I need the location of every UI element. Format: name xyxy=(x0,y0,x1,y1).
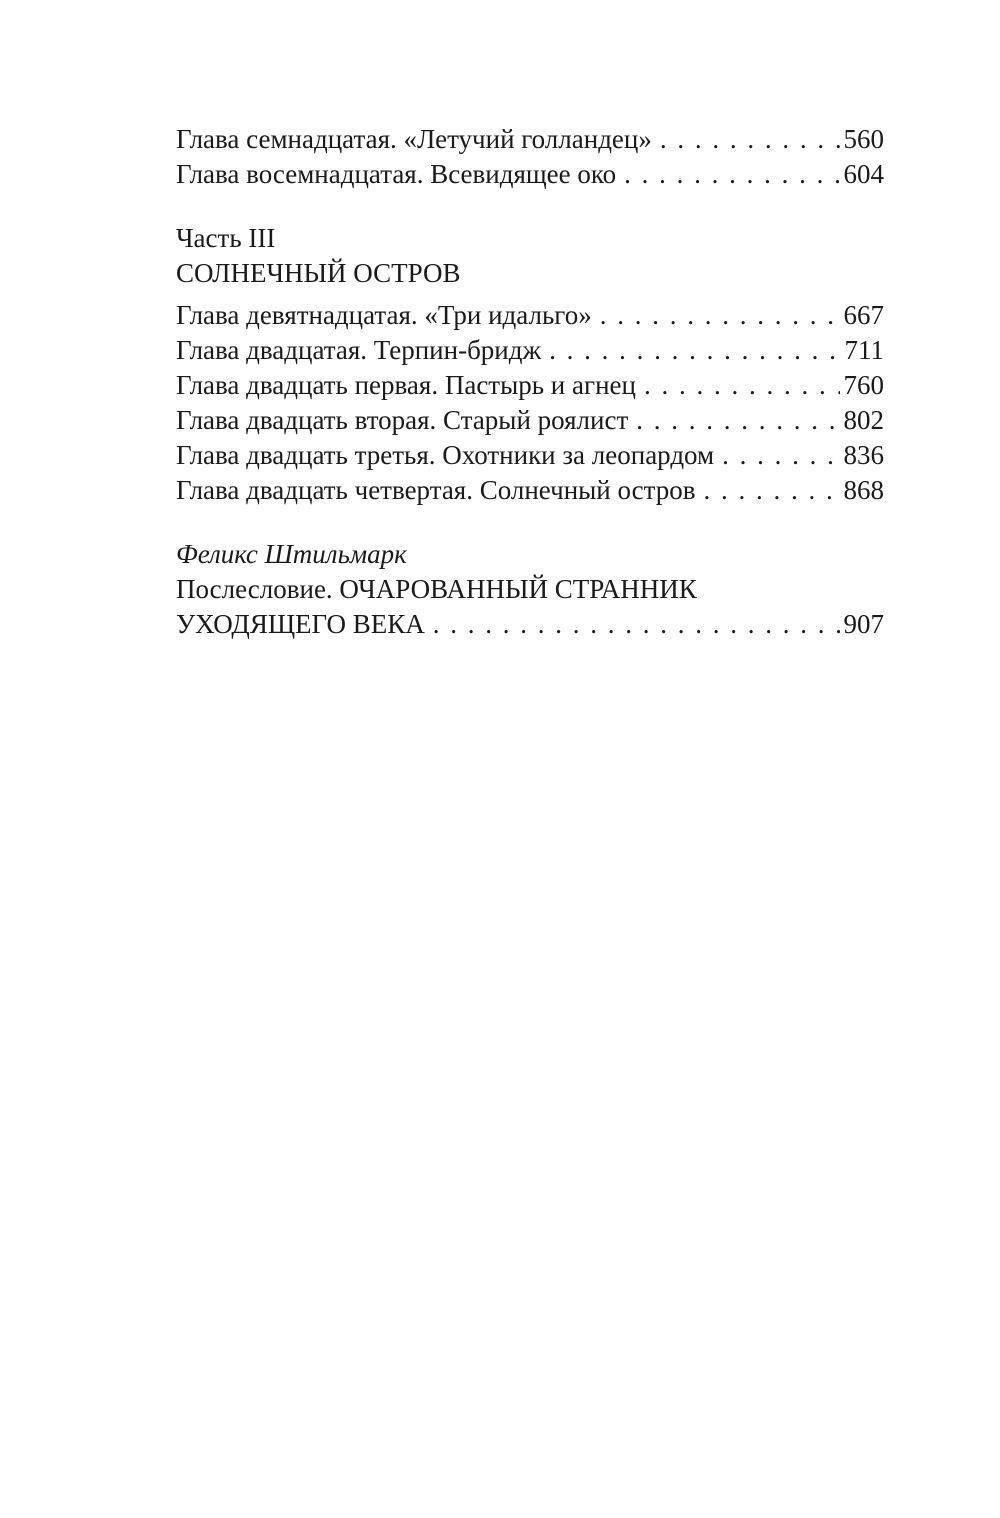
toc-entry-page: 802 xyxy=(843,405,884,435)
toc-entry-title: Глава двадцать первая. Пастырь и агнец xyxy=(176,370,636,400)
toc-entry-page: 868 xyxy=(843,475,884,505)
dot-leader xyxy=(660,122,840,157)
toc-entry[interactable] xyxy=(176,607,884,642)
toc-entry-title: Глава девятнадцатая. «Три идальго» xyxy=(176,300,592,330)
dot-leader xyxy=(722,438,839,473)
toc-top-entries xyxy=(176,122,884,192)
toc-entry-page: 711 xyxy=(844,335,884,365)
dot-leader xyxy=(600,298,840,333)
afterword-author: Феликс Штильмарк xyxy=(176,539,407,569)
toc-entry[interactable] xyxy=(176,473,884,508)
part-label: Часть III xyxy=(176,223,276,253)
afterword-section xyxy=(176,537,884,642)
toc-entry-page: 560 xyxy=(843,124,884,154)
afterword-title-line: Послесловие. ОЧАРОВАННЫЙ СТРАННИК xyxy=(176,574,697,604)
dot-leader xyxy=(644,368,840,403)
toc-entry[interactable] xyxy=(176,403,884,438)
dot-leader xyxy=(636,403,839,438)
dot-leader xyxy=(549,333,840,368)
part-title: СОЛНЕЧНЫЙ ОСТРОВ xyxy=(176,258,461,288)
part-chapter-list xyxy=(176,298,884,508)
part-section xyxy=(176,221,884,508)
dot-leader xyxy=(433,607,840,642)
toc-entry-page: 667 xyxy=(843,300,884,330)
toc-entry-title: УХОДЯЩЕГО ВЕКА xyxy=(176,609,425,639)
toc-entry-title: Глава двадцать третья. Охотники за леопардом xyxy=(176,440,715,470)
toc-entry-page: 760 xyxy=(843,370,884,400)
toc-entry[interactable] xyxy=(176,368,884,403)
toc-entry-page: 604 xyxy=(843,159,884,189)
toc-entry[interactable] xyxy=(176,122,884,157)
toc-entry-page: 907 xyxy=(843,609,884,639)
toc-entry-title: Глава семнадцатая. «Летучий голландец» xyxy=(176,124,652,154)
toc-entry-title: Глава двадцать четвертая. Солнечный остров xyxy=(176,475,696,505)
table-of-contents xyxy=(176,122,884,642)
toc-entry-title: Глава восемнадцатая. Всевидящее око xyxy=(176,159,617,189)
toc-entry[interactable] xyxy=(176,157,884,192)
dot-leader xyxy=(704,473,840,508)
toc-entry[interactable] xyxy=(176,333,884,368)
toc-entry-title: Глава двадцатая. Терпин-бридж xyxy=(176,335,542,365)
toc-entry[interactable] xyxy=(176,438,884,473)
toc-entry[interactable] xyxy=(176,298,884,333)
dot-leader xyxy=(624,157,839,192)
toc-entry-title: Глава двадцать вторая. Старый роялист xyxy=(176,405,629,435)
toc-entry-page: 836 xyxy=(843,440,884,470)
